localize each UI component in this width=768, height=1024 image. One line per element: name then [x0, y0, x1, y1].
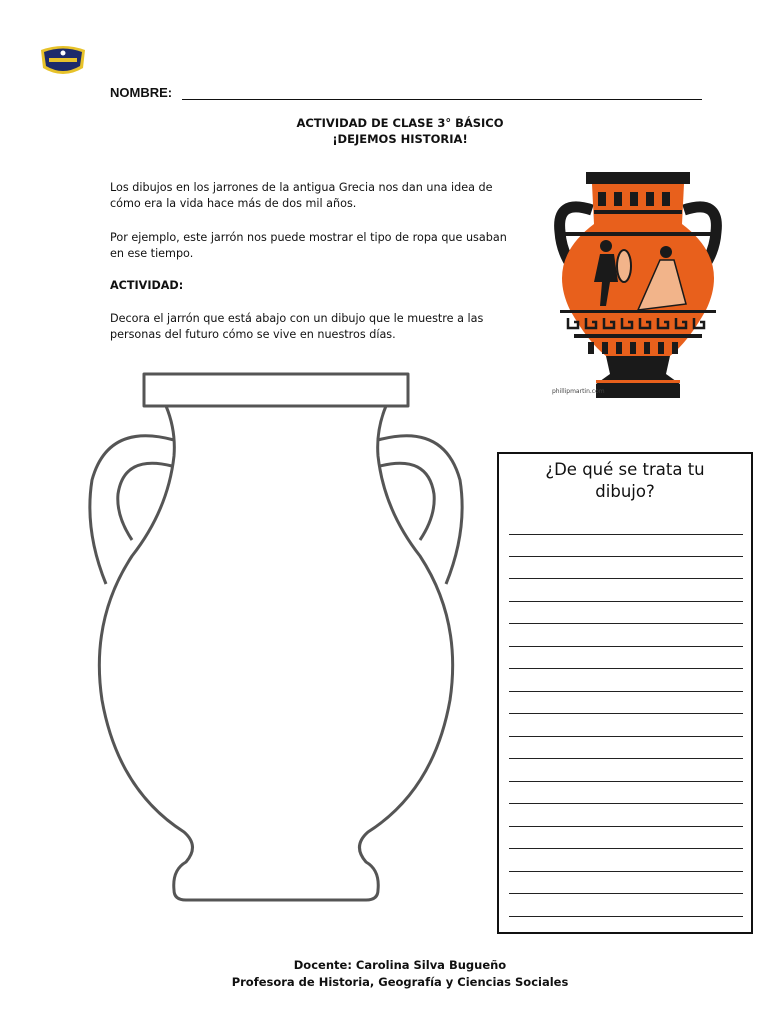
teacher-role: Profesora de Historia, Geografía y Ciencias Sociales [231, 975, 569, 989]
intro-p1-line2: cómo era la vida hace más de dos mil años. [110, 197, 357, 210]
writing-line[interactable] [509, 871, 743, 872]
writing-line[interactable] [509, 534, 743, 535]
teacher-name: Docente: Carolina Silva Bugueño [293, 958, 507, 972]
school-logo [38, 42, 88, 78]
writing-line[interactable] [509, 803, 743, 804]
writing-line[interactable] [509, 916, 743, 917]
writing-line[interactable] [509, 623, 743, 624]
writing-line[interactable] [509, 781, 743, 782]
greek-vase-illustration [548, 170, 728, 402]
writing-line[interactable] [509, 826, 743, 827]
intro-p3-line1: Decora el jarrón que está abajo con un dibujo que le muestre a las [110, 312, 484, 325]
illustration-credit: phillipmartin.com [552, 388, 605, 395]
writing-line[interactable] [509, 713, 743, 714]
writing-line[interactable] [509, 668, 743, 669]
instructions-paragraph [110, 311, 517, 343]
intro-p1-line1: Los dibujos en los jarrones de la antigua Grecia nos dan una idea de [110, 181, 493, 194]
writing-line[interactable] [509, 758, 743, 759]
intro-p2-line1: Por ejemplo, este jarrón nos puede mostrar el tipo de ropa que usaban [110, 231, 507, 244]
writing-line[interactable] [509, 578, 743, 579]
activity-subtitle: ¡DEJEMOS HISTORIA! [332, 132, 468, 146]
name-field-line[interactable] [182, 99, 702, 100]
drawing-question [499, 459, 751, 503]
writing-line[interactable] [509, 893, 743, 894]
drawing-description-box [497, 452, 753, 934]
writing-line[interactable] [509, 601, 743, 602]
intro-paragraph-1 [110, 180, 517, 212]
intro-p2-line2: en ese tiempo. [110, 247, 194, 260]
writing-line[interactable] [509, 848, 743, 849]
name-label: NOMBRE: [110, 85, 173, 100]
activity-title: ACTIVIDAD DE CLASE 3° BÁSICO [296, 116, 504, 130]
writing-line[interactable] [509, 736, 743, 737]
writing-line[interactable] [509, 556, 743, 557]
blank-vase-outline [86, 370, 466, 906]
drawing-question-line2: dibujo? [595, 482, 655, 501]
drawing-question-line1: ¿De qué se trata tu [545, 460, 705, 479]
activity-label: ACTIVIDAD: [110, 279, 184, 292]
writing-line[interactable] [509, 691, 743, 692]
intro-p3-line2: personas del futuro cómo se vive en nuestros días. [110, 328, 396, 341]
intro-paragraph-2 [110, 230, 517, 262]
writing-line[interactable] [509, 646, 743, 647]
